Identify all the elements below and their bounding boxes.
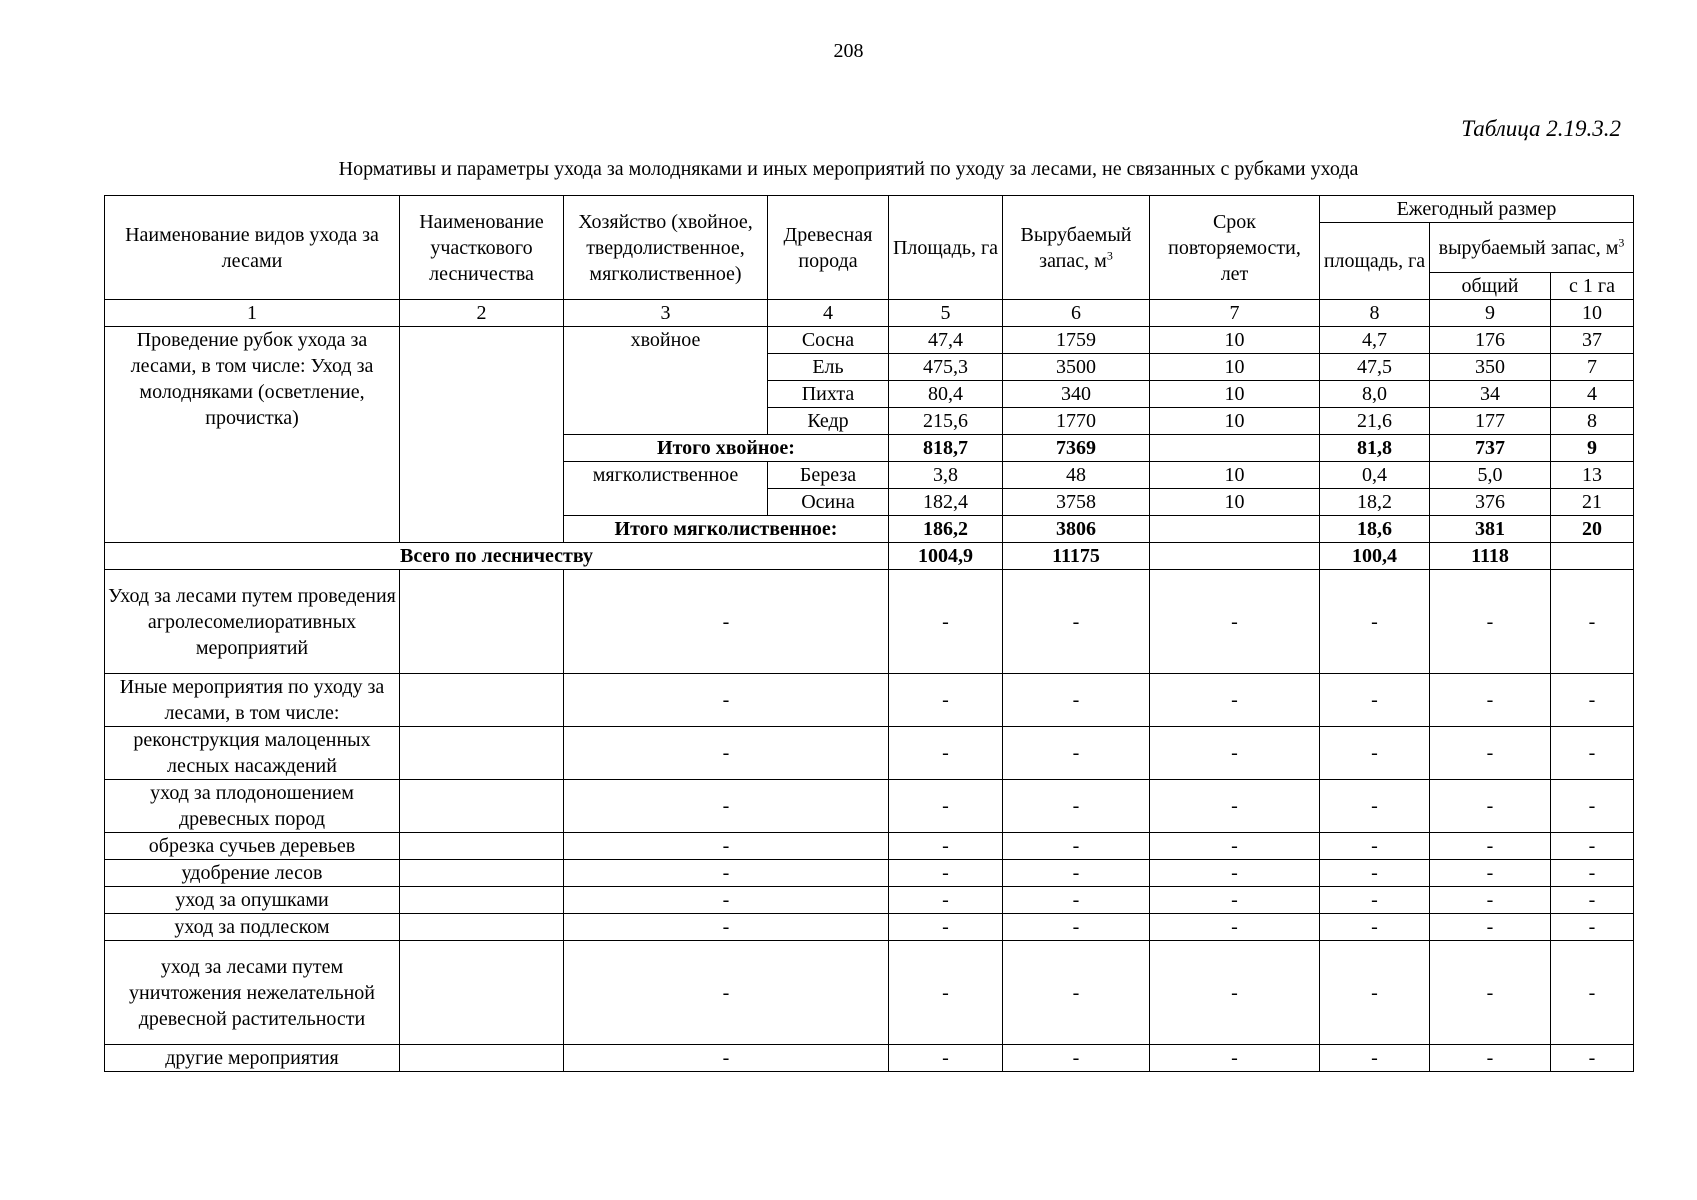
period-cell: - [1150, 727, 1320, 780]
header-care-type: Наименование видов ухода за лесами [105, 196, 400, 300]
subtotal-label: Итого мягколиственное: [564, 516, 889, 543]
period-cell [1150, 516, 1320, 543]
annual-area-cell: - [1320, 674, 1430, 727]
area-cell: - [889, 1045, 1003, 1072]
volume-cell: 340 [1003, 381, 1150, 408]
district-cell [400, 941, 564, 1045]
thinning-name: Проведение рубок ухода за лесами, в том числе: Уход за молодняками (осветление, прочистка) [105, 327, 400, 543]
annual-volume-total-cell: 176 [1430, 327, 1551, 354]
economy-cell: - [564, 833, 889, 860]
annual-area-cell: - [1320, 833, 1430, 860]
activity-name: уход за лесами путем уничтожения нежелательной древесной растительности [105, 941, 400, 1045]
annual-area-cell: 18,2 [1320, 489, 1430, 516]
volume-cell: - [1003, 674, 1150, 727]
volume-cell: - [1003, 860, 1150, 887]
annual-area-cell: 4,7 [1320, 327, 1430, 354]
area-cell: - [889, 674, 1003, 727]
other-activities-section [105, 570, 1634, 1072]
annual-volume-total-cell: - [1430, 674, 1551, 727]
annual-volume-total-cell: - [1430, 914, 1551, 941]
annual-volume-per-ha-cell: 4 [1551, 381, 1634, 408]
area-cell: 186,2 [889, 516, 1003, 543]
economy-cell: - [564, 941, 889, 1045]
annual-volume-total-cell: - [1430, 727, 1551, 780]
volume-cell: - [1003, 941, 1150, 1045]
annual-volume-total-cell: 737 [1430, 435, 1551, 462]
volume-cell: 3500 [1003, 354, 1150, 381]
annual-area-cell: 47,5 [1320, 354, 1430, 381]
annual-volume-per-ha-cell: - [1551, 674, 1634, 727]
annual-volume-per-ha-cell: 8 [1551, 408, 1634, 435]
annual-volume-total-cell: 350 [1430, 354, 1551, 381]
activity-name: уход за подлеском [105, 914, 400, 941]
header-economy: Хозяйство (хвойное, твердолиственное, мягколиственное) [564, 196, 768, 300]
volume-cell: - [1003, 887, 1150, 914]
economy-cell: - [564, 727, 889, 780]
district-cell [400, 1045, 564, 1072]
area-cell: 475,3 [889, 354, 1003, 381]
header-annual-volume-text: вырубаемый запас, м [1438, 236, 1619, 259]
period-cell: - [1150, 780, 1320, 833]
period-cell: - [1150, 1045, 1320, 1072]
column-number: 2 [400, 300, 564, 327]
area-cell: 818,7 [889, 435, 1003, 462]
annual-volume-total-cell: - [1430, 887, 1551, 914]
activity-name: уход за опушками [105, 887, 400, 914]
period-cell: 10 [1150, 327, 1320, 354]
species-cell: Сосна [768, 327, 889, 354]
species-cell: Кедр [768, 408, 889, 435]
annual-volume-per-ha-cell: - [1551, 1045, 1634, 1072]
district-cell [400, 570, 564, 674]
table-row [105, 887, 1634, 914]
annual-volume-per-ha-cell: 9 [1551, 435, 1634, 462]
annual-area-cell: - [1320, 780, 1430, 833]
annual-area-cell: 81,8 [1320, 435, 1430, 462]
annual-volume-total-cell: - [1430, 570, 1551, 674]
annual-volume-total-cell: 34 [1430, 381, 1551, 408]
annual-volume-total-cell: 1118 [1430, 543, 1551, 570]
column-number: 9 [1430, 300, 1551, 327]
annual-area-cell: - [1320, 887, 1430, 914]
period-cell: - [1150, 941, 1320, 1045]
annual-volume-per-ha-cell: - [1551, 570, 1634, 674]
annual-area-cell: 18,6 [1320, 516, 1430, 543]
table-row [105, 914, 1634, 941]
species-cell: Ель [768, 354, 889, 381]
volume-cell: - [1003, 833, 1150, 860]
economy-softwood: мягколиственное [564, 462, 768, 516]
period-cell: 10 [1150, 408, 1320, 435]
activity-name: другие мероприятия [105, 1045, 400, 1072]
table-header [105, 196, 1634, 327]
table-caption: Нормативы и параметры ухода за молодняками и иных мероприятий по уходу за лесами, не связанных с рубками ухода [338, 158, 1359, 180]
area-cell: - [889, 860, 1003, 887]
column-number: 4 [768, 300, 889, 327]
area-cell: - [889, 941, 1003, 1045]
table-row [105, 727, 1634, 780]
district-cell [400, 327, 564, 543]
district-cell [400, 674, 564, 727]
annual-area-cell: 21,6 [1320, 408, 1430, 435]
grand-total-row [105, 543, 1634, 570]
header-species: Древесная порода [768, 196, 889, 300]
area-cell: - [889, 833, 1003, 860]
column-number: 10 [1551, 300, 1634, 327]
header-volume-per-ha: с 1 га [1551, 273, 1634, 300]
volume-cell: 7369 [1003, 435, 1150, 462]
area-cell: - [889, 570, 1003, 674]
annual-volume-per-ha-cell: - [1551, 833, 1634, 860]
table-row [105, 780, 1634, 833]
forest-care-table [104, 195, 1634, 1072]
volume-cell: - [1003, 727, 1150, 780]
district-cell [400, 860, 564, 887]
area-cell: - [889, 914, 1003, 941]
area-cell: 182,4 [889, 489, 1003, 516]
table-row [105, 1045, 1634, 1072]
header-volume [1003, 196, 1150, 300]
annual-volume-per-ha-cell: 20 [1551, 516, 1634, 543]
economy-cell: - [564, 674, 889, 727]
activity-name: обрезка сучьев деревьев [105, 833, 400, 860]
annual-volume-per-ha-cell: - [1551, 860, 1634, 887]
grand-total-label: Всего по лесничеству [105, 543, 889, 570]
column-number: 7 [1150, 300, 1320, 327]
district-cell [400, 833, 564, 860]
district-cell [400, 914, 564, 941]
area-cell: 47,4 [889, 327, 1003, 354]
annual-volume-per-ha-cell: 13 [1551, 462, 1634, 489]
activity-name: удобрение лесов [105, 860, 400, 887]
annual-volume-per-ha-cell: - [1551, 914, 1634, 941]
column-numbers-row [105, 300, 1634, 327]
annual-area-cell: - [1320, 727, 1430, 780]
volume-cell: 11175 [1003, 543, 1150, 570]
volume-cell: - [1003, 780, 1150, 833]
species-cell: Осина [768, 489, 889, 516]
activity-name: уход за плодоношением древесных пород [105, 780, 400, 833]
header-annual-volume-sup: 3 [1618, 234, 1625, 249]
activity-name: Уход за лесами путем проведения агролесомелиоративных мероприятий [105, 570, 400, 674]
period-cell: - [1150, 860, 1320, 887]
volume-cell: - [1003, 570, 1150, 674]
economy-cell: - [564, 570, 889, 674]
area-cell: - [889, 727, 1003, 780]
column-number: 3 [564, 300, 768, 327]
activity-name: Иные мероприятия по уходу за лесами, в том числе: [105, 674, 400, 727]
area-cell: 1004,9 [889, 543, 1003, 570]
annual-volume-per-ha-cell: 21 [1551, 489, 1634, 516]
period-cell [1150, 543, 1320, 570]
annual-area-cell: - [1320, 860, 1430, 887]
annual-volume-per-ha-cell: - [1551, 727, 1634, 780]
table-row [105, 674, 1634, 727]
header-area: Площадь, га [889, 196, 1003, 300]
period-cell: 10 [1150, 489, 1320, 516]
annual-volume-total-cell: - [1430, 780, 1551, 833]
economy-cell: - [564, 860, 889, 887]
annual-area-cell: - [1320, 941, 1430, 1045]
column-number: 8 [1320, 300, 1430, 327]
thinning-section [105, 327, 1634, 570]
annual-volume-total-cell: - [1430, 833, 1551, 860]
area-cell: 215,6 [889, 408, 1003, 435]
annual-volume-total-cell: - [1430, 941, 1551, 1045]
volume-cell: - [1003, 914, 1150, 941]
volume-cell: - [1003, 1045, 1150, 1072]
area-cell: 80,4 [889, 381, 1003, 408]
table-row [105, 941, 1634, 1045]
economy-cell: - [564, 887, 889, 914]
period-cell: - [1150, 674, 1320, 727]
period-cell [1150, 435, 1320, 462]
volume-cell: 3758 [1003, 489, 1150, 516]
economy-cell: - [564, 914, 889, 941]
annual-area-cell: 8,0 [1320, 381, 1430, 408]
header-annual-volume [1430, 223, 1634, 273]
table-row [105, 327, 1634, 354]
species-cell: Береза [768, 462, 889, 489]
volume-cell: 48 [1003, 462, 1150, 489]
annual-area-cell: - [1320, 570, 1430, 674]
annual-volume-per-ha-cell: 37 [1551, 327, 1634, 354]
period-cell: - [1150, 914, 1320, 941]
header-volume-sup: 3 [1106, 247, 1113, 262]
district-cell [400, 727, 564, 780]
period-cell: - [1150, 887, 1320, 914]
activity-name: реконструкция малоценных лесных насаждений [105, 727, 400, 780]
header-district: Наименование участкового лесничества [400, 196, 564, 300]
table-number: Таблица 2.19.3.2 [1461, 116, 1621, 141]
area-cell: 3,8 [889, 462, 1003, 489]
annual-volume-total-cell: - [1430, 1045, 1551, 1072]
volume-cell: 1759 [1003, 327, 1150, 354]
header-volume-total: общий [1430, 273, 1551, 300]
period-cell: 10 [1150, 381, 1320, 408]
economy-coniferous: хвойное [564, 327, 768, 435]
page-number: 208 [833, 40, 864, 62]
annual-area-cell: - [1320, 1045, 1430, 1072]
annual-volume-total-cell: - [1430, 860, 1551, 887]
annual-volume-per-ha-cell: - [1551, 780, 1634, 833]
annual-volume-per-ha-cell [1551, 543, 1634, 570]
header-annual-size: Ежегодный размер [1320, 196, 1634, 223]
column-number: 1 [105, 300, 400, 327]
annual-volume-total-cell: 177 [1430, 408, 1551, 435]
economy-cell: - [564, 1045, 889, 1072]
annual-volume-total-cell: 381 [1430, 516, 1551, 543]
header-annual-area: площадь, га [1320, 223, 1430, 300]
period-cell: 10 [1150, 354, 1320, 381]
annual-area-cell: - [1320, 914, 1430, 941]
economy-cell: - [564, 780, 889, 833]
area-cell: - [889, 887, 1003, 914]
annual-area-cell: 100,4 [1320, 543, 1430, 570]
table-row [105, 833, 1634, 860]
annual-volume-per-ha-cell: - [1551, 887, 1634, 914]
annual-volume-total-cell: 376 [1430, 489, 1551, 516]
column-number: 6 [1003, 300, 1150, 327]
annual-volume-total-cell: 5,0 [1430, 462, 1551, 489]
header-repeat-period: Срок повторяемости, лет [1150, 196, 1320, 300]
annual-area-cell: 0,4 [1320, 462, 1430, 489]
annual-volume-per-ha-cell: - [1551, 941, 1634, 1045]
species-cell: Пихта [768, 381, 889, 408]
district-cell [400, 887, 564, 914]
volume-cell: 1770 [1003, 408, 1150, 435]
period-cell: - [1150, 570, 1320, 674]
table-row [105, 860, 1634, 887]
column-number: 5 [889, 300, 1003, 327]
district-cell [400, 780, 564, 833]
subtotal-label: Итого хвойное: [564, 435, 889, 462]
period-cell: 10 [1150, 462, 1320, 489]
header-volume-text: Вырубаемый запас, м [1020, 223, 1132, 272]
table-row [105, 570, 1634, 674]
period-cell: - [1150, 833, 1320, 860]
annual-volume-per-ha-cell: 7 [1551, 354, 1634, 381]
volume-cell: 3806 [1003, 516, 1150, 543]
area-cell: - [889, 780, 1003, 833]
